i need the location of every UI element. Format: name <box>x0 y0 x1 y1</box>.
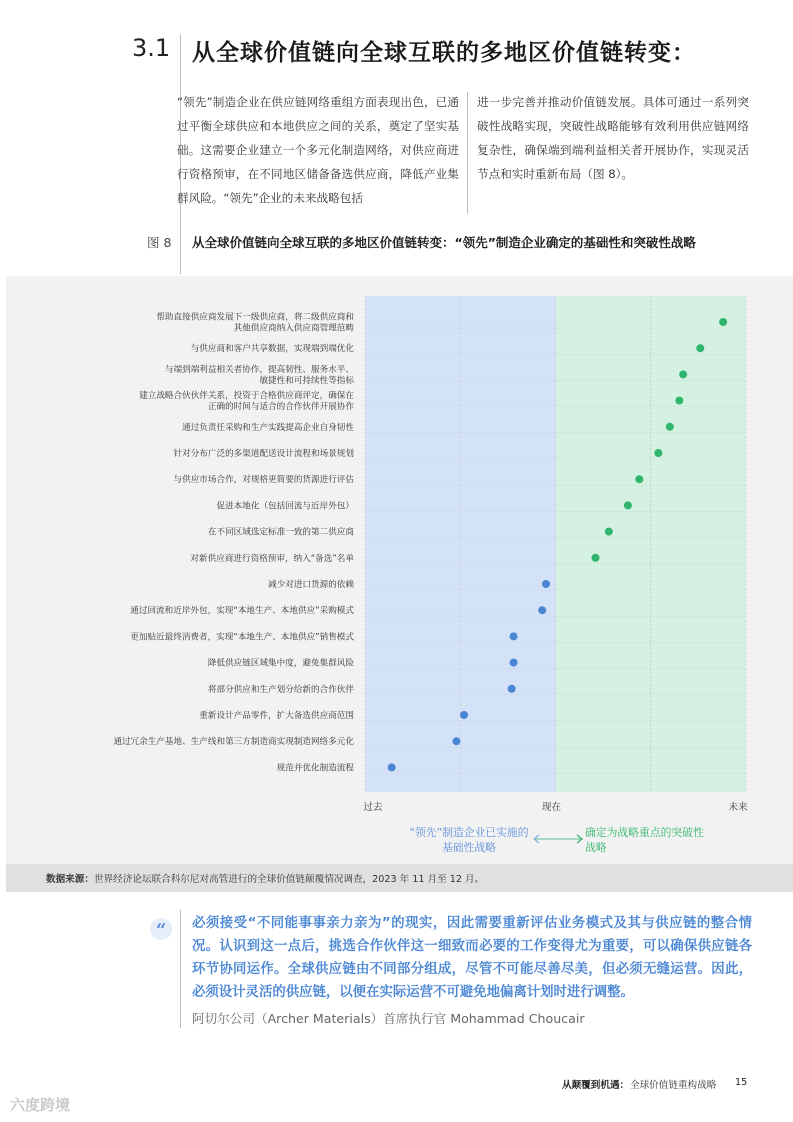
footer-report-title: 从颠覆到机遇： <box>562 1080 630 1091</box>
source-label: 数据来源： <box>46 874 94 885</box>
category-label: 通过冗余生产基地、生产线和第三方制造商实现制造网络多元化 <box>113 737 354 748</box>
intro-paragraph-left: “领先”制造企业在供应链网络重组方面表现出色，已通过平衡全球供应和本地供应之间的关系，奠定了坚实基础。这需要企业建立一个多元化制造网络，对供应商进行资格预审，在不同地区储备备选供应商，降低产业集群风险。“领先”企业的未来战略包括 <box>177 95 459 205</box>
category-label: 与供应市场合作，对规格更简要的货源进行评估 <box>173 475 354 486</box>
data-point-foundational <box>510 632 518 640</box>
category-label: 建立战略合伙伙伴关系，投资于合格供应商评定，确保在 <box>139 391 354 402</box>
category-label: 与端到端利益相关者协作，提高韧性、服务水平、 <box>164 364 354 375</box>
data-point-foundational <box>538 606 546 614</box>
page-number: 15 <box>735 1077 748 1088</box>
data-point-breakthrough <box>624 501 632 509</box>
x-tick-label: 未来 <box>728 802 748 813</box>
section-number: 3.1 <box>132 34 171 62</box>
pull-quote: 必须接受“不同能事事亲力亲为”的现实，因此需要重新评估业务模式及其与供应链的整合情况。认识到这一点后，挑选合作伙伴这一细致而必要的工作变得尤为重要，可以确保供应链各环节协同运作。全球供应链由不同部分组成，尽管不可能尽善尽美，但必须无缝运营。因此，必须设计灵活的供应链，以便在实际运营不可避免地偏离计划时进行调整。 <box>192 916 752 1000</box>
data-point-breakthrough <box>696 344 704 352</box>
category-label: 通过负责任采购和生产实践提高企业自身韧性 <box>182 422 354 433</box>
category-label: 对新供应商进行资格预审，纳入“备选”名单 <box>190 553 354 564</box>
category-label: 更加贴近最终消费者，实现“本地生产、本地供应”销售模式 <box>130 632 354 643</box>
figure-label: 图 8 <box>147 235 172 250</box>
data-point-foundational <box>542 580 550 588</box>
category-label: 与供应商和客户共享数据，实现端到端优化 <box>190 344 354 355</box>
data-point-breakthrough <box>592 554 600 562</box>
intro-paragraph-right: 进一步完善并推动价值链发展。具体可通过一系列突破性战略实现，突破性战略能够有效利用供应链网络复杂性，确保端到端利益相关者开展协作，实现灵活节点和实时重新布局（图 8）。 <box>477 95 749 181</box>
data-point-breakthrough <box>635 475 643 483</box>
section-title: 从全球价值链向全球互联的多地区价值链转变： <box>192 40 696 66</box>
category-label: 帮助直接供应商发展下一级供应商，将二级供应商和 <box>156 312 354 323</box>
category-label: 减少对进口货源的依赖 <box>268 580 354 590</box>
figure-title: 从全球价值链向全球互联的多地区价值链转变：“领先”制造企业确定的基础性和突破性战略 <box>192 235 696 250</box>
quote-author: 阿切尔公司（Archer Materials）首席执行官 Mohammad Choucair <box>192 1011 585 1026</box>
x-tick-label: 现在 <box>541 802 562 813</box>
category-label: 在不同区域选定标准一致的第二供应商 <box>207 527 354 538</box>
data-point-breakthrough <box>605 528 613 536</box>
footer-report-subtitle: 全球价值链重构战略 <box>630 1080 717 1091</box>
data-point-breakthrough <box>675 397 683 405</box>
category-label: 其他供应商纳入供应商管理范畴 <box>233 323 354 334</box>
quote-rule <box>180 910 181 1028</box>
category-label: 规范并优化制造流程 <box>276 763 354 774</box>
data-point-foundational <box>388 763 396 771</box>
data-point-breakthrough <box>666 423 674 431</box>
watermark: 六度跨境 <box>10 1096 71 1114</box>
source-text: 世界经济论坛联合科尔尼对高管进行的全球价值链颠覆情况调查，2023 年 11 月至 12 月。 <box>93 874 485 885</box>
category-label: 促进本地化（包括回流与近岸外包） <box>216 501 354 512</box>
data-point-foundational <box>508 685 516 693</box>
x-axis-ticks <box>363 801 748 813</box>
legend-foundational: “领先”制造企业已实施的基础性战略 <box>409 826 529 854</box>
category-label: 通过回流和近岸外包，实现“本地生产、本地供应”采购模式 <box>130 606 354 617</box>
data-point-breakthrough <box>654 449 662 457</box>
data-point-foundational <box>510 659 518 667</box>
category-label: 将部分供应和生产划分给新的合作伙伴 <box>207 684 354 695</box>
data-point-breakthrough <box>679 370 687 378</box>
data-point-breakthrough <box>719 318 727 326</box>
category-label: 敏捷性和可持续性等指标 <box>259 375 354 386</box>
legend-breakthrough: 确定为战略重点的突破性战略 <box>585 826 704 854</box>
double-arrow-icon <box>530 832 586 846</box>
quote-icon: “ <box>150 918 172 940</box>
x-tick-label: 过去 <box>363 802 383 813</box>
data-point-foundational <box>460 711 468 719</box>
source-note <box>46 871 484 885</box>
category-label: 重新设计产品零件，扩大备选供应商范围 <box>199 711 354 721</box>
category-label: 正确的时间与适合的合作伙伴开展协作 <box>207 402 354 413</box>
category-label: 针对分布广泛的多渠道配送设计流程和场景规划 <box>173 449 354 459</box>
category-label: 降低供应链区域集中度，避免集群风险 <box>207 658 354 669</box>
data-point-foundational <box>452 737 460 745</box>
